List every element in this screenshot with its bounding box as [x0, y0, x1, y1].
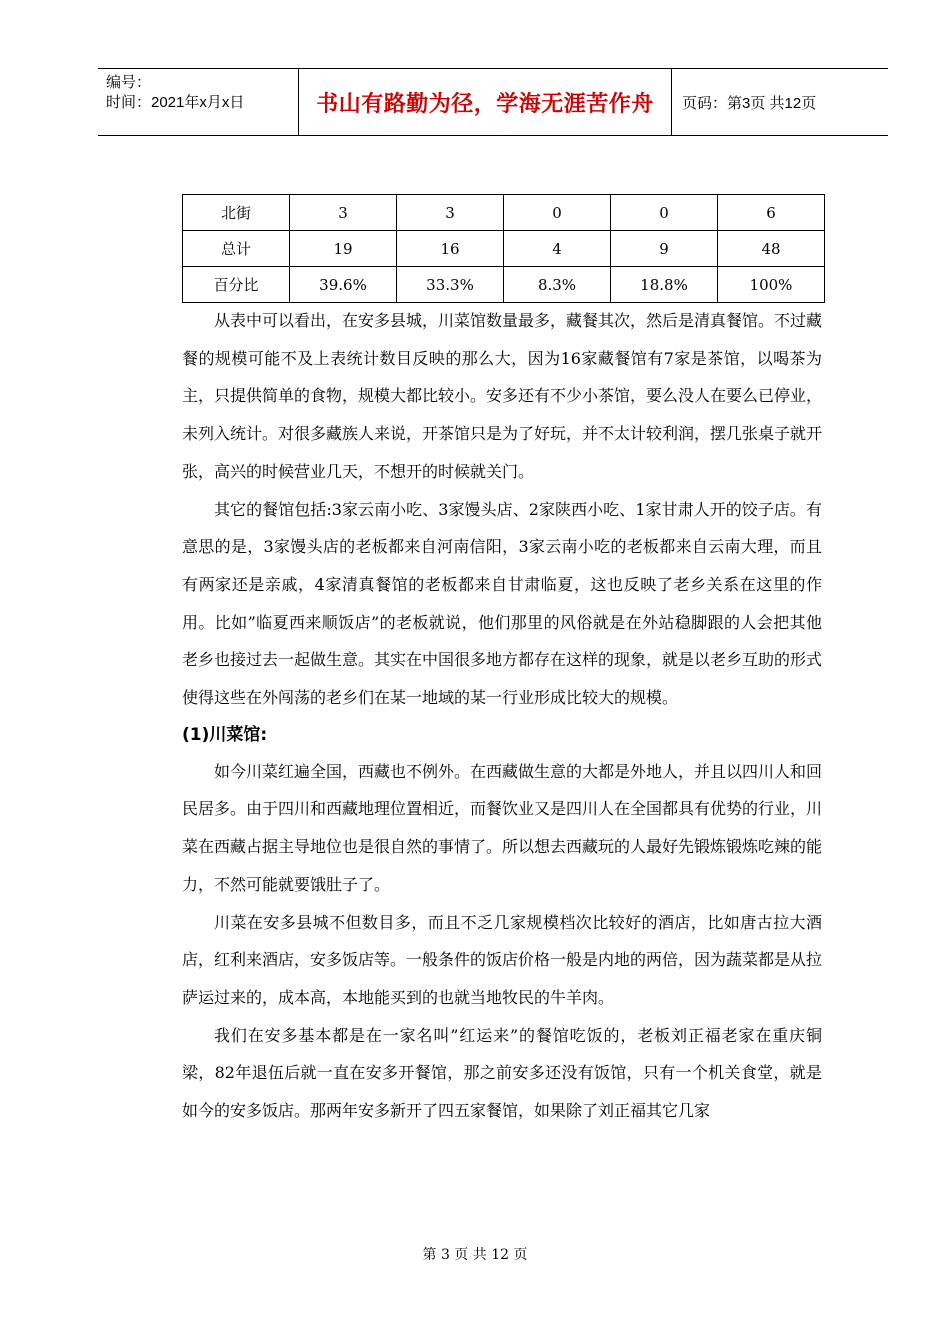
section-heading: (1)川菜馆: [182, 724, 268, 745]
page-footer: 第 3 页 共 12 页 [422, 1247, 528, 1263]
table-cell: 总计 [183, 231, 290, 267]
table-cell: 18.8% [611, 267, 718, 303]
table-cell: 6 [718, 195, 825, 231]
restaurant-stats-table [182, 194, 825, 303]
page-header [98, 68, 888, 136]
table-cell: 39.6% [290, 267, 397, 303]
paragraph: 其它的餐馆包括:3家云南小吃、3家馒头店、2家陕西小吃、1家甘肃人开的饺子店。有意思的是，3家馒头店的老板都来自河南信阳，3家云南小吃的老板都来自云南大理，而且有两家还是亲戚，4家清真餐馆的老板都来自甘肃临夏，这也反映了老乡关系在这里的作用。比如”临夏西来顺饭店”的老板就说，他们那里的风俗就是在外站稳脚跟的人会把其他老乡也接过去一起做生意。其实在中国很多地方都存在这样的现象，就是以老乡互助的形式使得这些在外闯荡的老乡们在某一地域的某一行业形成比较大的规模。 [182, 499, 823, 708]
header-meta [98, 69, 298, 135]
header-motto: 书山有路勤为径，学海无涯苦作舟 [316, 91, 654, 117]
header-page-info: 页码：第3页 共12页 [682, 94, 817, 112]
table-cell: 19 [290, 231, 397, 267]
table-row [183, 267, 825, 303]
table-cell: 16 [397, 231, 504, 267]
table-row [183, 231, 825, 267]
table-cell: 3 [290, 195, 397, 231]
table-cell: 8.3% [504, 267, 611, 303]
paragraph: 如今川菜红遍全国，西藏也不例外。在西藏做生意的大都是外地人，并且以四川人和回民居多。由于四川和西藏地理位置相近，而餐饮业又是四川人在全国都具有优势的行业，川菜在西藏占据主导地位也是很自然的事情了。所以想去西藏玩的人最好先锻炼锻炼吃辣的能力，不然可能就要饿肚子了。 [182, 761, 823, 894]
paragraph: 我们在安多基本都是在一家名叫”红运来”的餐馆吃饭的，老板刘正福老家在重庆铜梁，82年退伍后就一直在安多开餐馆，那之前安多还没有饭馆，只有一个机关食堂，就是如今的安多饭店。那两年安多新开了四五家餐馆，如果除了刘正福其它几家 [182, 1025, 822, 1121]
paragraph: 从表中可以看出，在安多县城，川菜馆数量最多，藏餐其次，然后是清真餐馆。不过藏餐的规模可能不及上表统计数目反映的那么大，因为16家藏餐馆有7家是茶馆，以喝茶为主，只提供简单的食物，规模大都比较小。安多还有不少小茶馆，要么没人在要么已停业，未列入统计。对很多藏族人来说，开茶馆只是为了好玩，并不太计较利润，摆几张桌子就开张，高兴的时候营业几天，不想开的时候就关门。 [182, 311, 823, 481]
table-cell: 9 [611, 231, 718, 267]
table-cell: 33.3% [397, 267, 504, 303]
table-row [183, 195, 825, 231]
header-divider [671, 69, 672, 135]
table-cell: 北街 [183, 195, 290, 231]
table-cell: 0 [504, 195, 611, 231]
table-cell: 4 [504, 231, 611, 267]
table-cell: 48 [718, 231, 825, 267]
time-label: 时间：2021年x月x日 [106, 94, 245, 111]
code-label: 编号： [106, 74, 152, 91]
table-cell: 100% [718, 267, 825, 303]
table-cell: 百分比 [183, 267, 290, 303]
table-cell: 3 [397, 195, 504, 231]
document-body [182, 302, 822, 1130]
table-cell: 0 [611, 195, 718, 231]
paragraph: 川菜在安多县城不但数目多，而且不乏几家规模档次比较好的酒店，比如唐古拉大酒店，红利来酒店，安多饭店等。一般条件的饭店价格一般是内地的两倍，因为蔬菜都是从拉萨运过来的，成本高，本地能买到的也就当地牧民的牛羊肉。 [182, 912, 823, 1007]
